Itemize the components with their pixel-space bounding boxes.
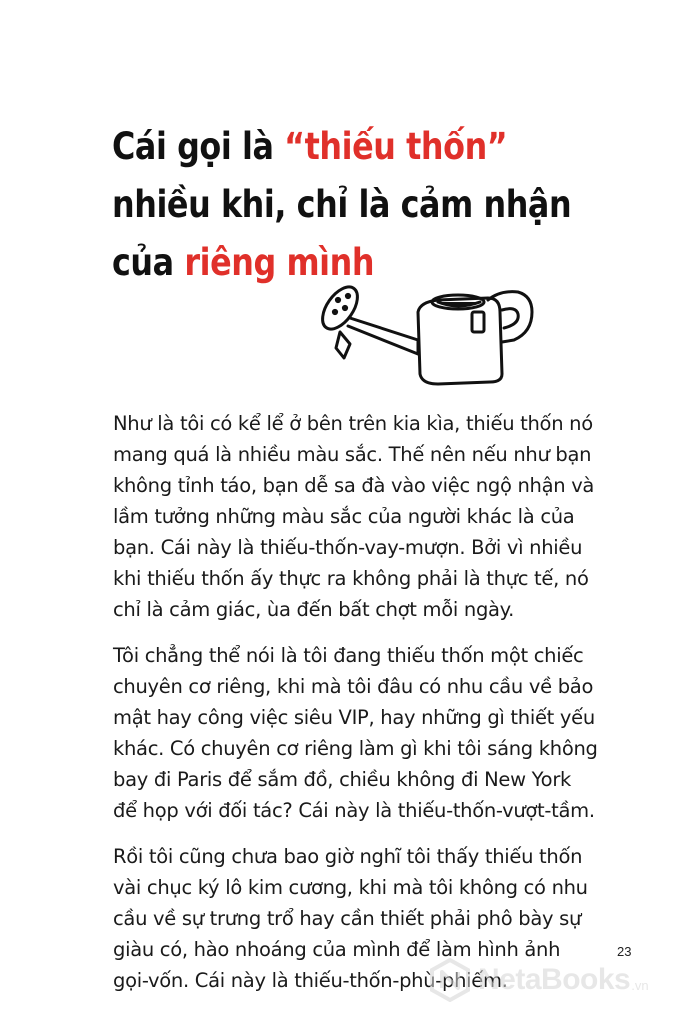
page-number: 23 <box>617 944 632 959</box>
chapter-title <box>112 118 594 292</box>
watermark <box>428 956 649 1004</box>
title-line-1 <box>112 118 594 176</box>
watermark-text: NetaBooks <box>478 963 631 996</box>
paragraph-3: Rồi tôi cũng chưa bao giờ nghĩ tôi thấy thiếu thốn vài chục ký lô kim cương, khi mà tôi không có nhu cầu về sự trưng trổ hay cần thiết phải phô bày sự giàu có, hào nhoáng của mình để làm hình ảnh gọi-vốn. Cái này là thiếu-thốn-phù-phiếm. <box>113 845 588 992</box>
paragraph-1: Như là tôi có kể lể ở bên trên kia kìa, thiếu thốn nó mang quá là nhiều màu sắc. Thế nên nếu như bạn không tỉnh táo, bạn dễ sa đà vào việc ngộ nhận và lầm tưởng những màu sắc của người khác là của bạn. Cái này là thiếu-thốn-vay-mượn. Bởi vì nhiều khi thiếu thốn ấy thực ra không phải là thực tế, nó chỉ là cảm giác, ùa đến bất chợt mỗi ngày. <box>113 412 595 621</box>
netabooks-logo-icon <box>428 958 472 1002</box>
title-accent-1: “thiếu thốn” <box>284 125 508 168</box>
title-accent-2: riêng mình <box>184 241 375 284</box>
title-line-2: nhiều khi, chỉ là cảm nhận <box>112 183 572 226</box>
body-text <box>113 408 599 1011</box>
paragraph-2: Tôi chẳng thể nói là tôi đang thiếu thốn một chiếc chuyên cơ riêng, khi mà tôi đâu có nhu cầu về bảo mật hay công việc siêu VIP, hay những gì thiết yếu khác. Có chuyên cơ riêng làm gì khi tôi sáng không bay đi Paris để sắm đồ, chiều không đi New York để họp với đối tác? Cái này là thiếu-thốn-vượt-tầm. <box>113 644 598 822</box>
watermark-suffix: .vn <box>631 977 649 993</box>
title-line-1-text: Cái gọi là <box>112 125 285 168</box>
title-line-3-text: của <box>112 241 185 284</box>
watering-can-icon <box>318 282 548 390</box>
